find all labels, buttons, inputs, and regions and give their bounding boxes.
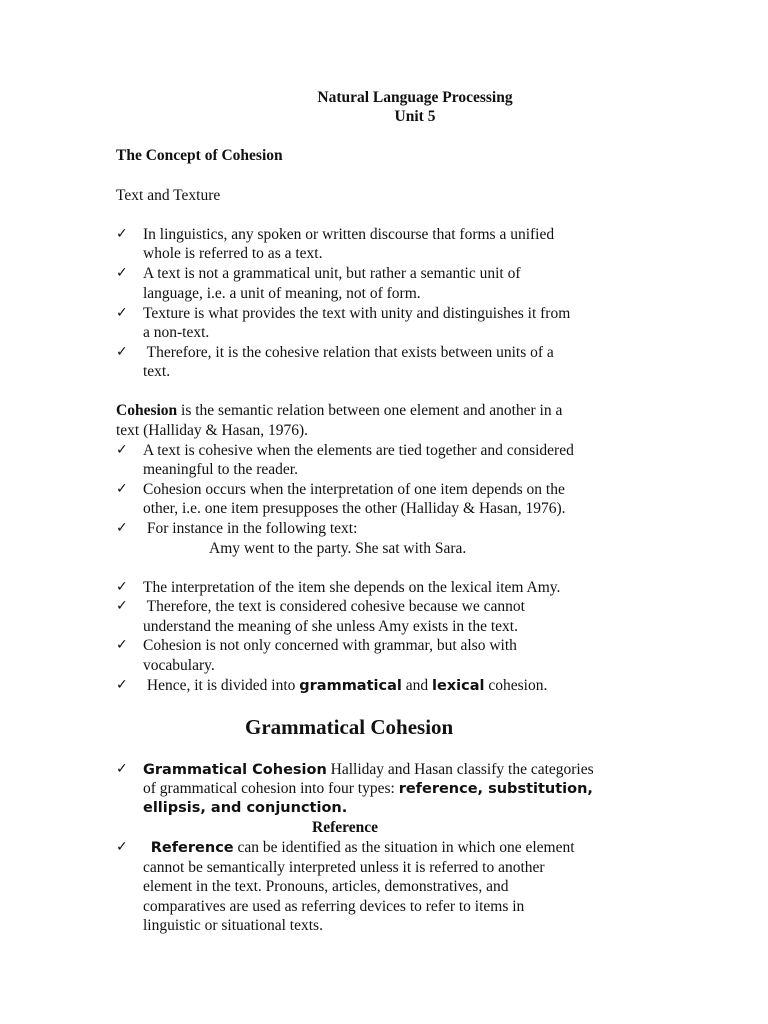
check-icon: ✓ [116,520,128,536]
list-item: For instance in the following text: [143,520,358,537]
ref-bullet-line: cannot be semantically interpreted unless it is referred to another [143,859,545,876]
ref-bullet-line: comparatives are used as referring devices to refer to items in [143,898,525,915]
lexical-term: lexical [431,678,485,694]
ref-bullet-line: element in the text. Pronouns, articles, demonstratives, and [143,878,509,895]
gc-bullet-line1 [143,760,594,780]
cohesion-definition: is the semantic relation between one element and another in a [177,402,563,419]
check-icon: ✓ [116,442,128,458]
list-item: A text is cohesive when the elements are tied together and considered [143,442,574,459]
gc-text-2: of grammatical cohesion into four types: [143,780,399,797]
check-icon: ✓ [116,265,128,281]
check-icon: ✓ [116,677,128,693]
check-icon: ✓ [116,226,128,242]
doc-title: Natural Language Processing [317,89,513,106]
list-item: vocabulary. [143,657,215,674]
list-item: Therefore, the text is considered cohesive because we cannot [143,598,525,615]
list-item: meaningful to the reader. [143,461,298,478]
gc-bullet-line2 [143,779,593,799]
cohesion-term: Cohesion [116,402,178,419]
list-item: The interpretation of the item she depends on the lexical item Amy. [143,579,561,596]
check-icon: ✓ [116,579,128,595]
hence-and: and [401,677,432,694]
list-item [143,676,547,696]
list-item: Therefore, it is the cohesive relation that exists between units of a [143,344,554,361]
check-icon: ✓ [116,344,128,360]
list-item: In linguistics, any spoken or written discourse that forms a unified [143,226,555,243]
cohesion-paragraph-line2: text (Halliday & Hasan, 1976). [116,422,308,439]
list-item: Cohesion is not only concerned with grammar, but also with [143,637,517,654]
grammatical-cohesion-heading: Grammatical Cohesion [245,715,454,739]
hence-text: Hence, it is divided into [143,677,300,694]
reference-heading: Reference [312,819,378,836]
check-icon: ✓ [116,598,128,614]
check-icon: ✓ [116,305,128,321]
reference-term: Reference [150,840,234,856]
list-item: whole is referred to as a text. [143,245,323,262]
ref-bullet-line: linguistic or situational texts. [143,917,323,934]
ref-bullet-line1 [143,838,575,858]
ref-text: can be identified as the situation in which one element [233,839,575,856]
cohesion-paragraph [116,401,562,420]
section-subheading: Text and Texture [116,187,221,204]
list-item: a non-text. [143,324,210,341]
list-item: text. [143,363,171,380]
gc-types-2: ellipsis, and conjunction. [143,800,348,816]
ref-indent [143,839,151,856]
gc-bullet-line3 [143,798,347,818]
list-item: other, i.e. one item presupposes the other (Halliday & Hasan, 1976). [143,500,566,517]
gc-types-1: reference, substitution, [398,781,593,797]
hence-end: cohesion. [484,677,548,694]
section-heading: The Concept of Cohesion [116,147,283,164]
list-item: Texture is what provides the text with unity and distinguishes it from [143,305,571,322]
check-icon: ✓ [116,839,128,855]
list-item: A text is not a grammatical unit, but rather a semantic unit of [143,265,521,282]
check-icon: ✓ [116,481,128,497]
check-icon: ✓ [116,761,128,777]
doc-unit: Unit 5 [394,108,436,125]
gc-text: Halliday and Hasan classify the categories [326,761,594,778]
grammatical-term: grammatical [299,678,402,694]
example-sentence: Amy went to the party. She sat with Sara. [209,540,467,557]
list-item: language, i.e. a unit of meaning, not of form. [143,285,421,302]
list-item: Cohesion occurs when the interpretation of one item depends on the [143,481,565,498]
gc-term: Grammatical Cohesion [143,762,327,778]
check-icon: ✓ [116,637,128,653]
list-item: understand the meaning of she unless Amy exists in the text. [143,618,518,635]
